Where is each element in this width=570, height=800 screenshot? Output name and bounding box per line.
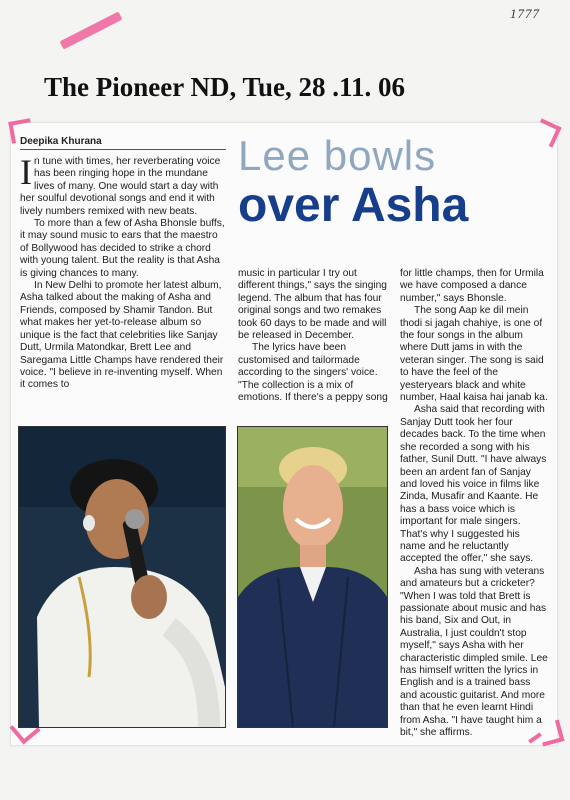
page-number: 1777 (510, 6, 540, 21)
article-column-2 (238, 268, 388, 404)
paragraph: music in particular I try out different things," says the singing legend. The album that has four original songs and two remakes took 60 days to be made and will be released in December. (238, 268, 387, 342)
photo-asha-bhonsle (18, 426, 226, 728)
paragraph: The song Aap ke dil mein thodi si jagah chahiye, is one of the four songs in the album where Dutt jams in with the veteran singer. The song is said to have the feel of the yesteryears black and white number, Haal kaisa hai janab ka. (400, 305, 548, 404)
article-column-1 (20, 152, 226, 392)
headline-line-2: over Asha (238, 179, 469, 232)
cricketer-photo-illustration (238, 427, 387, 727)
singer-photo-illustration (19, 427, 225, 727)
highlighter-mark (60, 12, 123, 50)
paragraph: Asha said that recording with Sanjay Dutt took her four decades back. To the time when she recorded a song with his father, Sunil Dutt. "I have always been an ardent fan of Sanjay and loved his voice in films like Zinda, Musafir and Kaante. He has a bass voice which is important for male singers. That's why I suggested his name and he reluctantly accepted the offer," she says. (400, 404, 547, 565)
byline: Deepika Khurana (20, 136, 226, 150)
paragraph: The lyrics have been customised and tailormade according to the singers' voice. "The collection is a mix of emotions. If there's a peppy song (238, 342, 388, 404)
source-line: The Pioneer ND, Tue, 28 .11. 06 (44, 72, 406, 102)
headline-line-1: Lee bowls (238, 132, 437, 179)
paragraph: In New Delhi to promote her latest album, Asha talked about the making of Asha and Friends, composed by Shamir Tandon. But what makes her yet-to-release album so unique is the fact that celebrities like Sanjay Dutt, Urmila Matondkar, Brett Lee and Saregama Little Champs have rendered their voice. "I believe in re-inventing myself. When it comes to (20, 280, 224, 391)
article-column-3 (400, 268, 548, 739)
paragraph: Asha has sung with veterans and amateurs but a cricketer? "When I was told that Brett is passionate about music and has his band, Six and Out, in Australia, I just couldn't stop myself," says Asha with her characteristic dimpled smile. Lee has himself written the lyrics in English and is a trained bass and acoustic guitarist. And more than that he even learnt Hindi from Asha. "I have taught him a bit," she affirms. (400, 565, 548, 739)
photo-brett-lee (237, 426, 388, 728)
paragraph: To more than a few of Asha Bhonsle buffs, it may sound music to ears that the maestro of Bollywood has decided to strike a chord with young talent. But the reality is that Asha is giving chances to many. (20, 218, 225, 279)
paragraph: for little champs, then for Urmila we have composed a dance number," says Bhonsle. (400, 268, 544, 304)
paragraph: In tune with times, her reverberating voice has been ringing hope in the mundane lives of many. One would start a day with her soulful devotional songs and end it with lively numbers remixed with new beats. (20, 152, 221, 217)
drop-cap: I (20, 152, 32, 192)
